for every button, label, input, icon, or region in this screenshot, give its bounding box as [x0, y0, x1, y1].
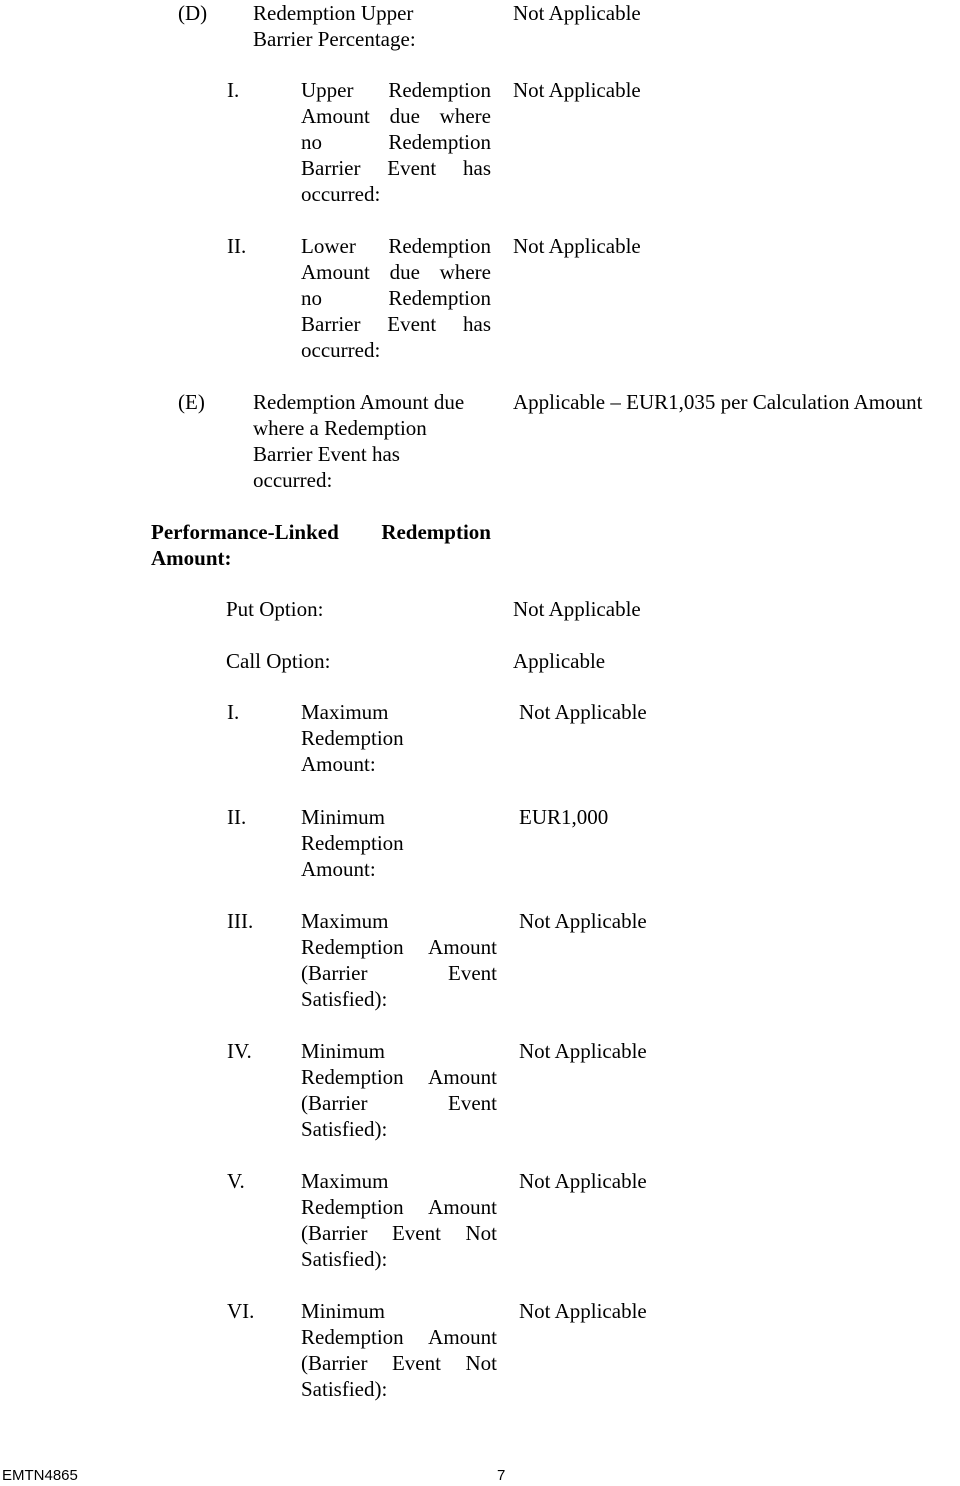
section-d-item-value: Not Applicable	[513, 78, 641, 102]
section-d-title-line: Barrier Percentage:	[253, 27, 416, 51]
section-d-item-label	[301, 77, 491, 207]
performance-heading-line: Amount:	[151, 546, 232, 570]
performance-item-value: Not Applicable	[519, 700, 647, 724]
item-line: Satisfied):	[301, 1247, 388, 1271]
performance-item-label	[301, 908, 497, 1012]
item-line: Amount due where	[301, 260, 491, 284]
performance-item-label	[301, 1168, 497, 1272]
item-line: Redemption Amount	[301, 1325, 497, 1349]
section-d-value: Not Applicable	[513, 1, 641, 25]
item-line: Minimum	[301, 1299, 386, 1323]
item-line: Satisfied):	[301, 987, 388, 1011]
item-line: Redemption Amount	[301, 935, 497, 959]
footer-doc-id: EMTN4865	[2, 1467, 78, 1484]
put-option-label: Put Option:	[226, 597, 324, 621]
item-line: Minimum	[301, 805, 386, 829]
item-line: Amount due where	[301, 104, 491, 128]
item-line: Redemption Amount	[301, 1065, 497, 1089]
item-line: no Redemption	[301, 286, 491, 310]
item-line: Satisfied):	[301, 1117, 388, 1141]
put-option-value: Not Applicable	[513, 597, 641, 621]
item-line: Amount:	[301, 857, 376, 881]
item-line: Barrier Event has	[301, 312, 491, 336]
section-e-title-line: Redemption Amount due	[253, 390, 465, 414]
call-option-value: Applicable	[513, 649, 606, 673]
section-e-title	[253, 389, 503, 493]
section-d-item-number: II.	[227, 234, 247, 258]
performance-item-number: I.	[227, 700, 240, 724]
item-line: (Barrier Event	[301, 1091, 497, 1115]
performance-item-value: EUR1,000	[519, 805, 609, 829]
performance-item-value: Not Applicable	[519, 1039, 647, 1063]
item-line: (Barrier Event	[301, 961, 497, 985]
performance-item-value: Not Applicable	[519, 1169, 647, 1193]
footer-page-number: 7	[497, 1467, 506, 1484]
item-line: Amount:	[301, 752, 376, 776]
item-line: no Redemption	[301, 130, 491, 154]
item-line: Satisfied):	[301, 1377, 388, 1401]
section-e-label: (E)	[178, 390, 205, 414]
item-line: Redemption Amount	[301, 1195, 497, 1219]
performance-item-number: III.	[227, 909, 254, 933]
performance-item-number: II.	[227, 805, 247, 829]
item-line: Minimum	[301, 1039, 386, 1063]
section-d-title	[253, 0, 493, 52]
performance-item-number: V.	[227, 1169, 245, 1193]
section-e-title-line: Barrier Event has	[253, 442, 400, 466]
section-d-label: (D)	[178, 1, 208, 25]
item-line: Upper Redemption	[301, 78, 491, 102]
section-e-value: Applicable – EUR1,035 per Calculation Amount	[513, 390, 923, 414]
section-d-item-number: I.	[227, 78, 240, 102]
section-d-item-label	[301, 233, 491, 363]
section-e-title-line: occurred:	[253, 468, 333, 492]
item-line: (Barrier Event Not	[301, 1221, 497, 1245]
performance-item-value: Not Applicable	[519, 909, 647, 933]
item-line: Maximum	[301, 700, 389, 724]
item-line: Maximum	[301, 1169, 389, 1193]
section-e-title-line: where a Redemption	[253, 416, 427, 440]
performance-item-label	[301, 804, 501, 882]
item-line: Maximum	[301, 909, 389, 933]
section-d-item-value: Not Applicable	[513, 234, 641, 258]
item-line: Lower Redemption	[301, 234, 491, 258]
item-line: Redemption	[301, 831, 404, 855]
performance-item-number: IV.	[227, 1039, 252, 1063]
item-line: occurred:	[301, 338, 381, 362]
performance-item-label	[301, 1038, 497, 1142]
performance-item-label	[301, 1298, 497, 1402]
section-d-title-line: Redemption Upper	[253, 1, 414, 25]
item-line: (Barrier Event Not	[301, 1351, 497, 1375]
performance-item-value: Not Applicable	[519, 1299, 647, 1323]
performance-item-number: VI.	[227, 1299, 255, 1323]
performance-heading	[151, 519, 491, 545]
item-line: Redemption	[301, 726, 404, 750]
item-line: Barrier Event has	[301, 156, 491, 180]
call-option-label: Call Option:	[226, 649, 331, 673]
item-line: occurred:	[301, 182, 381, 206]
performance-heading-line: Performance-Linked Redemption	[151, 520, 491, 544]
performance-item-label	[301, 699, 501, 777]
